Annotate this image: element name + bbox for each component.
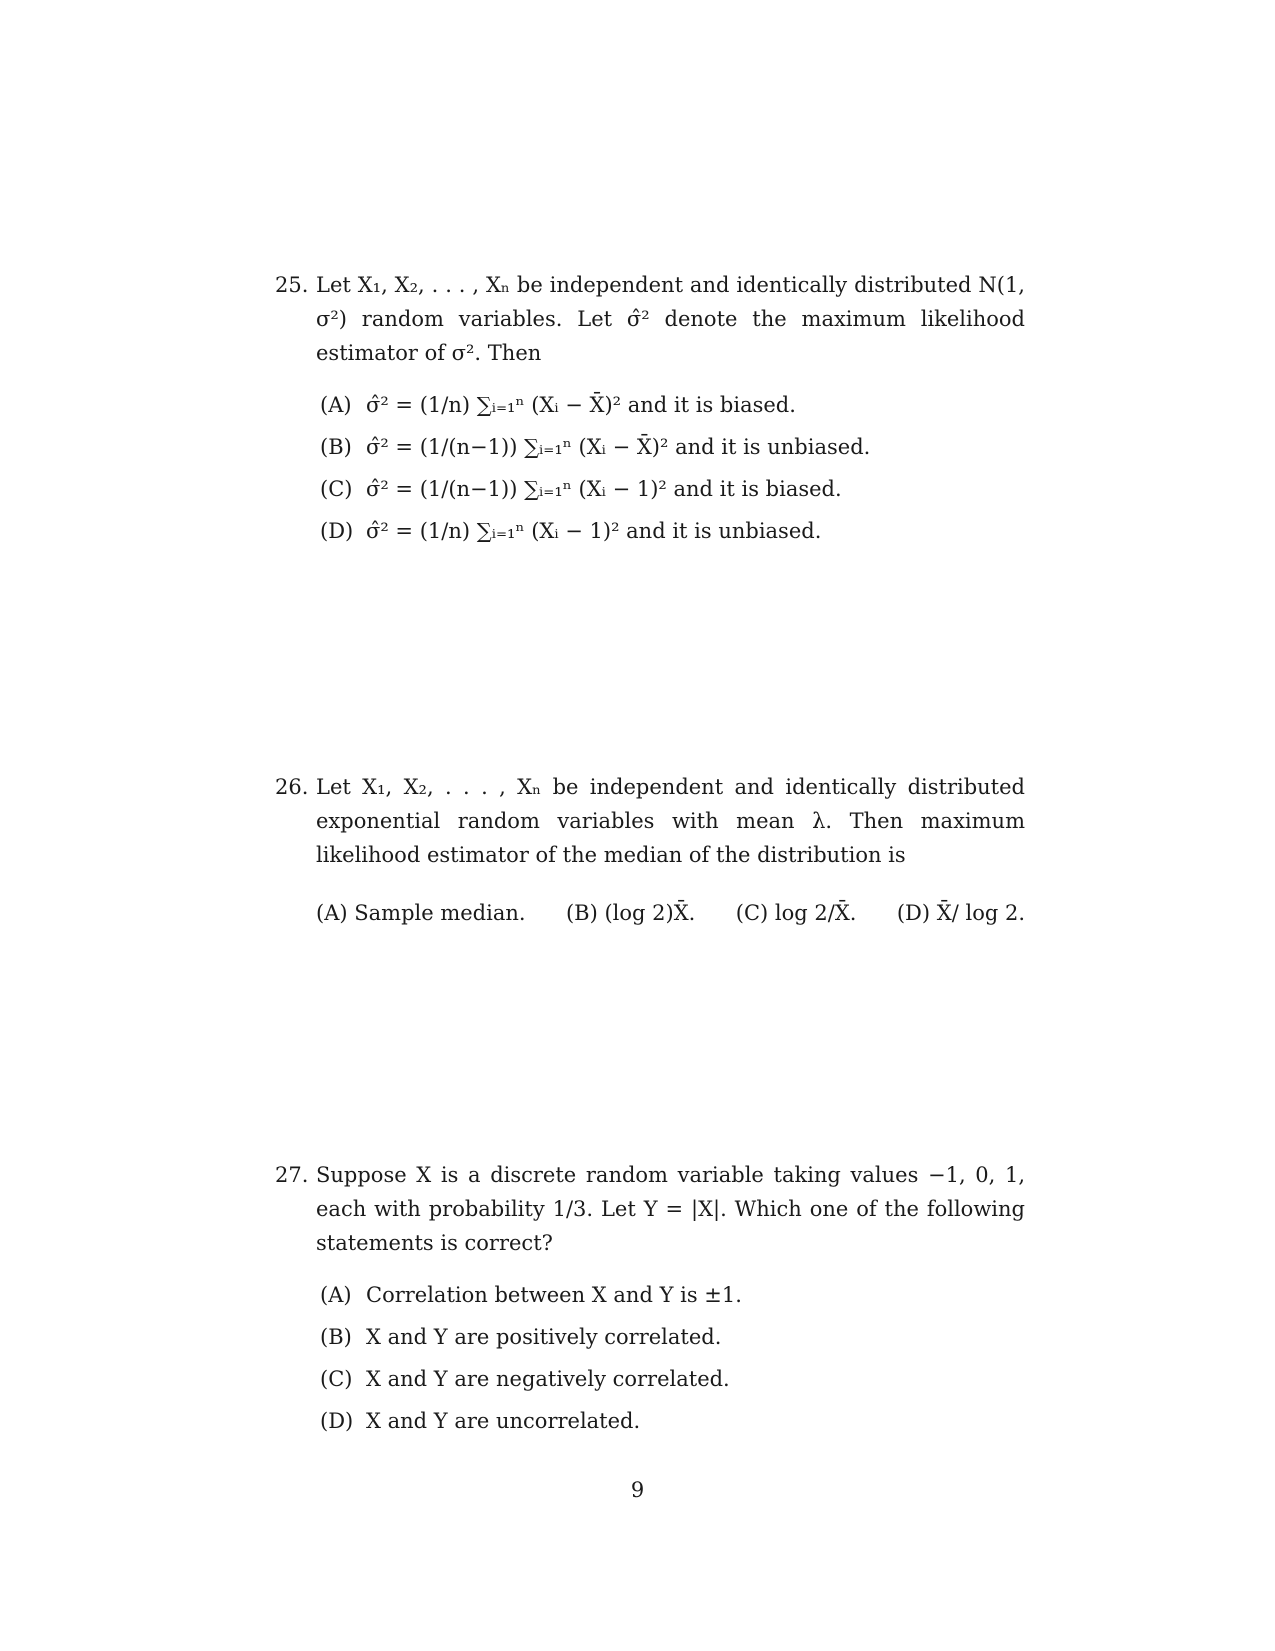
option-text: σ̂² = (1/(n−1)) ∑ᵢ₌₁ⁿ (Xᵢ − 1)² and it is biased. [366, 477, 842, 501]
option-a [320, 1274, 1025, 1316]
question-25 [275, 268, 1025, 552]
question-number: 27. [275, 1163, 309, 1187]
question-number: 25. [275, 273, 309, 297]
page-number: 9 [630, 1478, 645, 1502]
options-row [316, 896, 1025, 930]
option-b [566, 896, 695, 930]
option-d [320, 510, 1025, 552]
option-b [320, 426, 1025, 468]
question-number: 26. [275, 775, 309, 799]
option-text: X and Y are negatively correlated. [366, 1367, 730, 1391]
option-text: σ̂² = (1/n) ∑ᵢ₌₁ⁿ (Xᵢ − X̄)² and it is biased. [366, 393, 796, 417]
option-text: X and Y are positively correlated. [366, 1325, 722, 1349]
option-text: σ̂² = (1/(n−1)) ∑ᵢ₌₁ⁿ (Xᵢ − X̄)² and it is unbiased. [366, 435, 871, 459]
option-label: (B) [565, 901, 598, 925]
question-26 [275, 770, 1025, 930]
option-label: (A) [320, 393, 352, 417]
options-list [320, 384, 1025, 552]
question-text: Let X₁, X₂, . . . , Xₙ be independent and identically distributed exponential random variables with mean λ. Then maximum likelihood estimator of the median of the distribution is [316, 775, 1025, 867]
option-label: (A) [316, 901, 348, 925]
option-label: (C) [735, 901, 769, 925]
option-label: (D) [320, 519, 354, 543]
option-text: σ̂² = (1/n) ∑ᵢ₌₁ⁿ (Xᵢ − 1)² and it is unbiased. [366, 519, 822, 543]
option-c [736, 896, 857, 930]
option-text: (log 2)X̄. [604, 901, 696, 925]
option-label: (C) [320, 477, 353, 501]
option-label: (D) [896, 901, 931, 925]
option-d [320, 1400, 1025, 1442]
option-label: (C) [320, 1367, 353, 1391]
question-text: Let X₁, X₂, . . . , Xₙ be independent and identically distributed N(1, σ²) random variables. Let σ̂² denote the maximum likelihood estimator of σ². Then [316, 273, 1025, 365]
option-c [320, 1358, 1025, 1400]
option-text: log 2/X̄. [774, 901, 857, 925]
option-label: (A) [320, 1283, 352, 1307]
option-b [320, 1316, 1025, 1358]
option-a [320, 384, 1025, 426]
option-text: Correlation between X and Y is ±1. [366, 1283, 742, 1307]
option-c [320, 468, 1025, 510]
option-label: (B) [320, 1325, 352, 1349]
option-label: (D) [320, 1409, 354, 1433]
option-d [897, 896, 1025, 930]
option-text: Sample median. [354, 901, 526, 925]
option-text: X and Y are uncorrelated. [366, 1409, 641, 1433]
option-text: X̄/ log 2. [936, 901, 1025, 925]
question-text: Suppose X is a discrete random variable taking values −1, 0, 1, each with probability 1/3. Let Y = |X|. Which one of the following statements is correct? [316, 1163, 1025, 1255]
option-a [316, 896, 526, 930]
options-list [320, 1274, 1025, 1442]
question-27 [275, 1158, 1025, 1442]
option-label: (B) [320, 435, 352, 459]
